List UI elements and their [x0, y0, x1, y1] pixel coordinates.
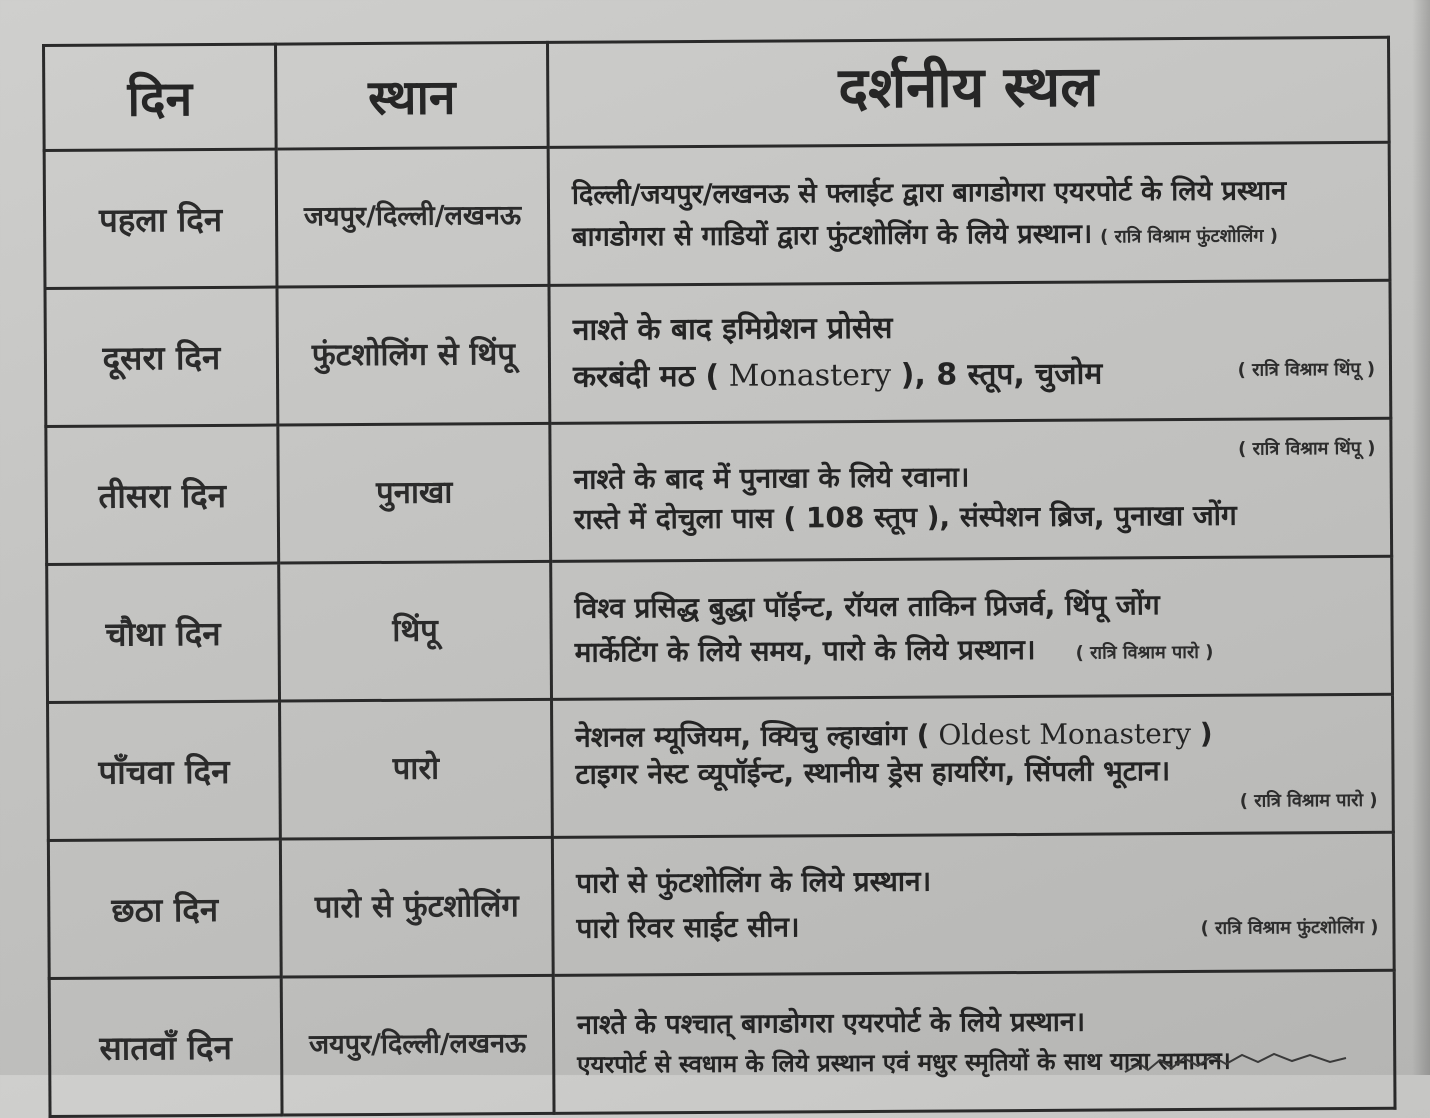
table-row: [45, 280, 1391, 426]
sights-line: [575, 625, 1381, 673]
sights-text: मार्केटिंग के लिये समय, पारो के लिये प्रस्थान।: [574, 632, 1036, 669]
overnight-note: ( रात्रि विश्राम थिंपू ): [1238, 437, 1376, 460]
decorative-scribble: [1120, 1050, 1350, 1075]
overnight-note: ( रात्रि विश्राम फुंटशोलिंग ): [1100, 224, 1279, 248]
sights-cell: [553, 970, 1395, 1113]
sights-text: करबंदी मठ (: [572, 358, 720, 395]
place-label: फुंटशोलिंग से थिंपू: [277, 285, 550, 425]
table-row: [47, 556, 1393, 702]
overnight-note: ( रात्रि विश्राम पारो ): [1239, 789, 1378, 812]
day-label: दूसरा दिन: [45, 287, 278, 426]
sights-line: दिल्ली/जयपुर/लखनऊ से फ्लाईट द्वारा बागडोगरा एयरपोर्ट के लिये प्रस्थान: [571, 175, 1287, 211]
sights-line: पारो से फुंटशोलिंग के लिये प्रस्थान।: [576, 864, 932, 900]
sights-line: नाश्ते के पश्चात् बागडोगरा एयरपोर्ट के लिये प्रस्थान।: [576, 1006, 1086, 1041]
table-row: [49, 970, 1395, 1116]
sights-text: नेशनल म्यूजियम, क्यिचु ल्हाखांग (: [575, 718, 930, 754]
overnight-note: ( रात्रि विश्राम पारो ): [1075, 641, 1214, 664]
place-label: पारो से फुंटशोलिंग: [280, 837, 553, 977]
sights-text-latin: Monastery: [719, 357, 901, 394]
sights-text: ): [1199, 716, 1213, 750]
sights-line: एयरपोर्ट से स्वधाम के लिये प्रस्थान एवं मधुर स्मृतियों के साथ यात्रा समापन।: [577, 1046, 1231, 1079]
overnight-note: ( रात्रि विश्राम फुंटशोलिंग ): [1200, 916, 1379, 939]
sights-cell: [552, 832, 1394, 975]
table-row: [46, 418, 1392, 564]
sights-cell: [552, 694, 1394, 837]
header-row: [44, 37, 1390, 150]
sights-text-latin: Oldest Monastery: [929, 716, 1200, 752]
sights-line: [573, 349, 1379, 400]
place-label: जयपुर/दिल्ली/लखनऊ: [281, 975, 554, 1115]
sights-line: रास्ते में दोचुला पास ( 108 स्तूप ), संस्पेशन ब्रिज, पुनाखा जोंग: [573, 499, 1237, 537]
sights-line: टाइगर नेस्ट व्यूपॉईन्ट, स्थानीय ड्रेस हायरिंग, सिंपली भूटान।: [575, 754, 1171, 792]
place-label: थिंपू: [279, 561, 552, 701]
sights-line: [576, 901, 1382, 951]
sights-text: बागडोगरा से गाडियों द्वारा फुंटशोलिंग के लिये प्रस्थान।: [572, 218, 1093, 253]
sights-cell: [550, 418, 1392, 561]
day-label: छठा दिन: [48, 839, 281, 978]
sights-cell: [551, 556, 1393, 699]
sights-line: विश्व प्रसिद्ध बुद्धा पॉईन्ट, रॉयल ताकिन प्रिजर्व, थिंपू जोंग: [574, 588, 1160, 625]
day-label: तीसरा दिन: [46, 425, 279, 564]
itinerary-table: [42, 36, 1397, 1118]
page-edge-shadow: [1412, 0, 1430, 1075]
sights-cell: [548, 142, 1390, 285]
place-label: पुनाखा: [278, 423, 551, 563]
sights-line: नाश्ते के बाद में पुनाखा के लिये रवाना।: [573, 460, 970, 496]
day-label: पाँचवा दिन: [48, 701, 281, 840]
sights-text: ), 8 स्तूप, चुजोम: [900, 356, 1103, 393]
place-label: जयपुर/दिल्ली/लखनऊ: [276, 147, 549, 287]
sights-cell: [549, 280, 1391, 423]
table-row: [48, 832, 1394, 978]
table-row: [44, 142, 1390, 288]
day-label: चौथा दिन: [47, 563, 280, 702]
header-sights: दर्शनीय स्थल: [547, 37, 1389, 147]
day-label: पहला दिन: [44, 149, 277, 288]
overnight-note: ( रात्रि विश्राम थिंपू ): [1237, 358, 1376, 381]
table-row: [48, 694, 1394, 840]
day-label: सातवाँ दिन: [49, 977, 282, 1116]
sights-line: [572, 211, 1378, 258]
sights-line: नाश्ते के बाद इमिग्रेशन प्रोसेस: [572, 310, 893, 348]
sights-text: पारो रिवर साईट सीन।: [576, 909, 800, 945]
header-place: स्थान: [276, 42, 549, 149]
sights-line: [575, 713, 1381, 756]
header-day: दिन: [44, 44, 277, 150]
place-label: पारो: [280, 699, 553, 839]
